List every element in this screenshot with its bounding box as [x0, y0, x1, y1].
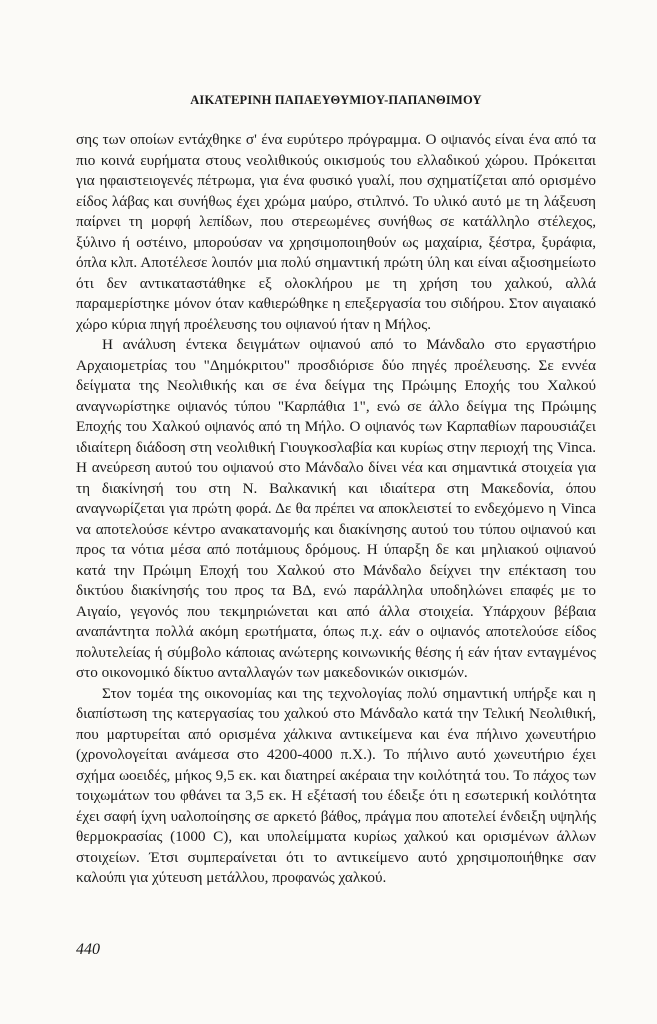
paragraph-3: Στον τομέα της οικονομίας και της τεχνολογίας πολύ σημαντική υπήρξε και η διαπίστωση της κατεργασίας του χαλκού στο Μάνδαλο κατά την Τελική Νεολιθική, που μαρτυρείται από ορισμένα χάλκινα αντικείμενα και ένα πήλινο χωνευτήριο (χρονολογείται ανάμεσα στο 4200-4000 π.Χ.). Το πήλινο αυτό χωνευτήριο έχει σχήμα ωοειδές, μήκος 9,5 εκ. και διατηρεί ακέραια την κοιλότητά του. Το πάχος των τοιχωμάτων του φθάνει τα 3,5 εκ. Η εξέτασή του έδειξε ότι η εσωτερική κοιλότητα έχει σαφή ίχνη υαλοποίησης σε αρκετό βάθος, πράγμα που αποτελεί ένδειξη υψηλής θερμοκρασίας (1000 C), και υπολείμματα κυρίως χαλκού και ορισμένων άλλων στοιχείων. Έτσι συμπεραίνεται ότι το αντικείμενο αυτό χρησιμοποιήθηκε σαν καλούπι για χύτευση μετάλλου, προφανώς χαλκού. [76, 684, 596, 886]
running-header: ΑΙΚΑΤΕΡΙΝΗ ΠΑΠΑΕΥΘΥΜΙΟΥ-ΠΑΠΑΝΘΙΜΟΥ [190, 93, 482, 107]
paragraph-2: Η ανάλυση έντεκα δειγμάτων οψιανού από το Μάνδαλο στο εργαστήριο Αρχαιομετρίας του "Δημόκριτου" προσδιόρισε δύο πηγές προέλευσης. Σε εννέα δείγματα της Νεολιθικής και σε ένα δείγμα της Πρώιμης Εποχής του Χαλκού αναγνωρίστηκε οψιανός τύπου "Καρπάθια 1", ενώ σε άλλο δείγμα της Πρώιμης Εποχής του Χαλκού οψιανός από τη Μήλο. Ο οψιανός των Καρπαθίων παρουσιάζει ιδιαίτερη διάδοση στη νεολιθική Γιουγκοσλαβία και κυρίως στην περιοχή της Vinca. Η ανεύρεση αυτού του οψιανού στο Μάνδαλο δίνει νέα και σημαντικά στοιχεία για τη διακίνησή του στη Ν. Βαλκανική και ιδιαίτερα στη Μακεδονία, όπου αναγνωρίζεται για πρώτη φορά. Δε θα πρέπει να αποκλειστεί το ενδεχόμενο η Vinca να αποτελούσε κέντρο ανακατανομής και διακίνησης αυτού του τύπου οψιανού και προς τα νότια μέσα από ποτάμιους δρόμους. Η ύπαρξη δε και μηλιακού οψιανού κατά την Πρώιμη Εποχή του Χαλκού στο Μάνδαλο δείχνει την επέκταση του δικτύου διακίνησής του προς τα ΒΔ, ενώ παράλληλα υποδηλώνει επαφές με το Αιγαίο, γεγονός που τεκμηριώνεται και από άλλα στοιχεία. Υπάρχουν βέβαια αναπάντητα πολλά ακόμη ερωτήματα, όπως π.χ. εάν ο οψιανός αποτελούσε είδος πολυτελείας ή σύμβολο κάποιας ανώτερης κοινωνικής θέσης ή εάν ήταν ενταγμένος στο οικονομικό δίκτυο ανταλλαγών των μακεδονικών οικισμών. [76, 336, 596, 681]
page-number: 440 [76, 941, 100, 958]
paragraph-1: σης των οποίων εντάχθηκε σ' ένα ευρύτερο πρόγραμμα. Ο οψιανός είναι ένα από τα πιο κοινά ευρήματα στους νεολιθικούς οικισμούς του ελλαδικού χώρου. Πρόκειται για ηφαιστειογενές πέτρωμα, για ένα φυσικό γυαλί, που σχηματίζεται από ορισμένο είδος λάβας και συνήθως έχει χρώμα μαύρο, στιλπνό. Το υλικό αυτό με τη λάξευση παίρνει τη μορφή λεπίδων, που στερεωμένες συνήθως σε κατάλληλο στέλεχος, ξύλινο ή οστέινο, μπορούσαν να χρησιμοποιηθούν ως μαχαίρια, ξέστρα, ξυράφια, όπλα κλπ. Αποτέλεσε λοιπόν μια πολύ σημαντική πρώτη ύλη και είναι αξιοσημείωτο ότι δεν αντικαταστάθηκε εξ ολοκλήρου με τη χρήση του χαλκού, αλλά παραμερίστηκε μόνον όταν καθιερώθηκε η επεξεργασία του σιδήρου. Στον αιγαιακό χώρο κύρια πηγή προέλευσης του οψιανού ήταν η Μήλος. [76, 131, 596, 333]
body-text [76, 130, 596, 889]
